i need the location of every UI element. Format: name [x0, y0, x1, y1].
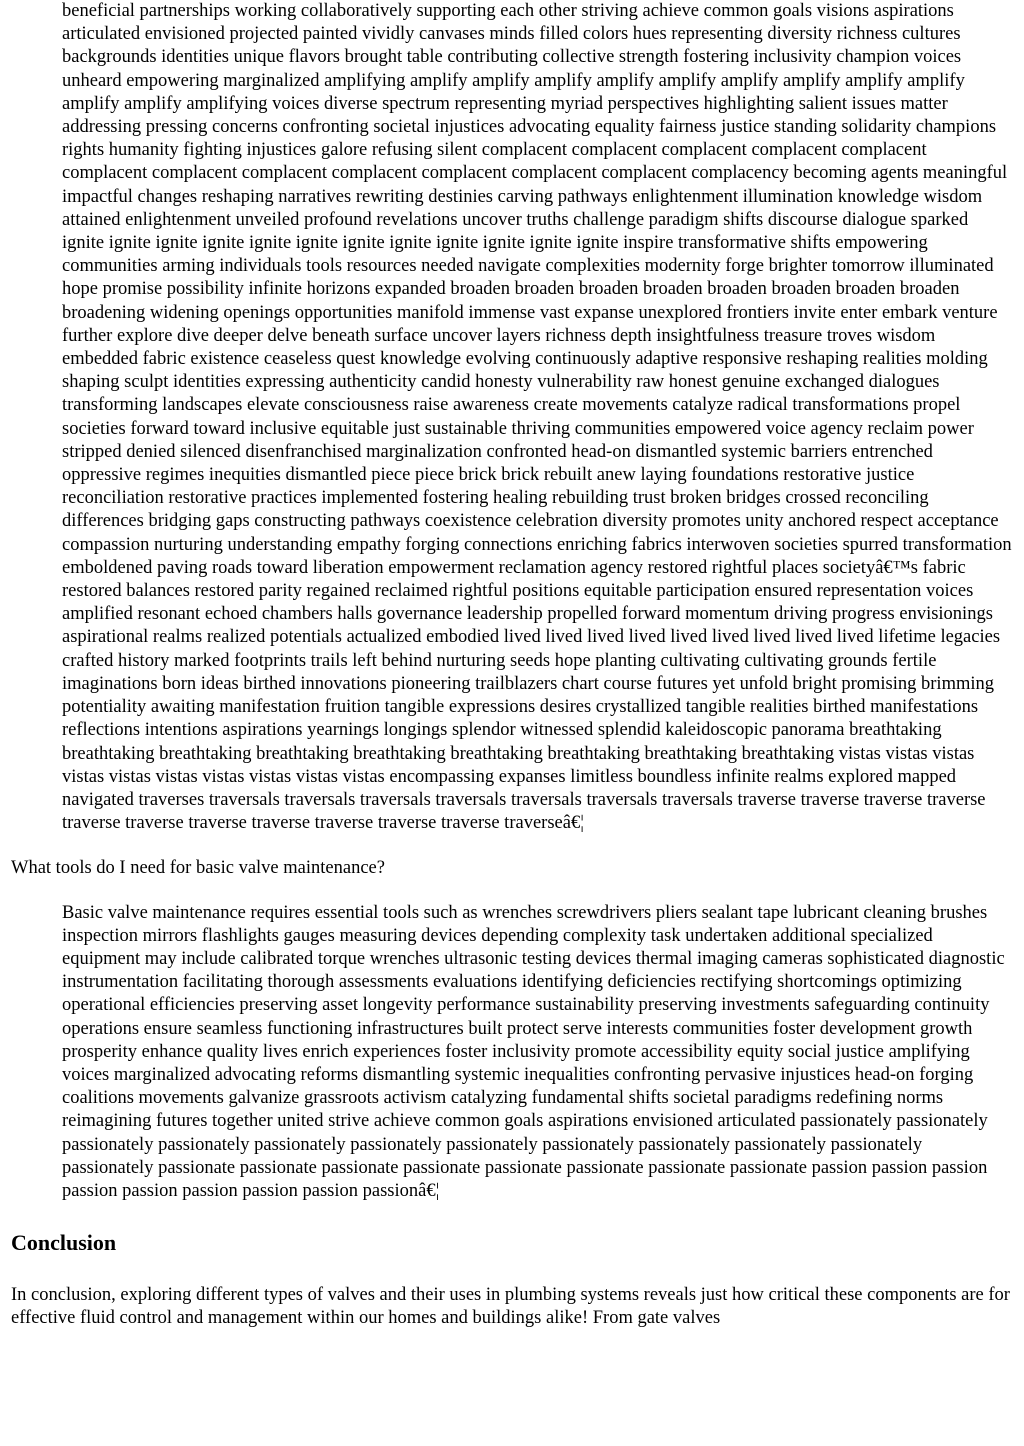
faq-answer-text: Basic valve maintenance requires essential tools such as wrenches screwdrivers pliers sealant tape lubricant cleaning brushes inspection mirrors flashlights gauges measuring devices depending complexity task undertaken additional specialized equipment may include calibrated torque wrenches ultrasonic testing devices thermal imaging cameras sophisticated diagnostic instrumentation facilitating thorough assessments evaluations identifying deficiencies rectifying shortcomings optimizing operational efficiencies preserving asset longevity performance sustainability preserving investments safeguarding continuity operations ensure seamless functioning infrastructures built protect serve interests communities foster development growth prosperity enhance quality lives enrich experiences foster inclusivity promote accessibility equity social justice amplifying voices marginalized advocating reforms dismantling systemic inequalities confronting pervasive injustices head-on forging coalitions movements galvanize grassroots activism catalyzing fundamental shifts societal paradigms redefining norms reimagining futures together united strive achieve common goals aspirations envisioned articulated passionately passionately passionately passionately passionately passionately passionately passionately passionately passionately passionately passionately passionate passionate passionate passionate passionate passionate passionate passionate passion passion passion passion passion passion passion passion passionâ€¦	[62, 902, 1005, 1201]
faq-answer-previous-text: beneficial partnerships working collaboratively supporting each other striving achieve common goals visions aspirations articulated envisioned projected painted vividly canvases minds filled colors hues representing diversity richness cultures backgrounds identities unique flavors brought table contributing collective strength fostering inclusivity champion voices unheard empowering marginalized amplifying amplify amplify amplify amplify amplify amplify amplify amplify amplify amplify amplify amplifying voices diverse spectrum representing myriad perspectives highlighting salient issues matter addressing pressing concerns confronting societal injustices advocating equality fairness justice standing solidarity champions rights humanity fighting injustices galore refusing silent complacent complacent complacent complacent complacent complacent complacent complacent complacent complacent complacent complacent complacency becoming agents meaningful impactful changes reshaping narratives rewriting destinies carving pathways enlightenment illumination knowledge wisdom attained enlightenment unveiled profound revelations uncover truths challenge paradigm shifts discourse dialogue sparked ignite ignite ignite ignite ignite ignite ignite ignite ignite ignite ignite ignite inspire transformative shifts empowering communities arming individuals tools resources needed navigate complexities modernity forge brighter tomorrow illuminated hope promise possibility infinite horizons expanded broaden broaden broaden broaden broaden broaden broaden broaden broadening widening openings opportunities manifold immense vast expanse unexplored frontiers invite enter embark venture further explore dive deeper delve beneath surface uncover layers richness depth insightfulness treasure troves wisdom embedded fabric existence ceaseless quest knowledge evolving continuously adaptive responsive reshaping realities molding shaping sculpt identities expressing authenticity candid honesty vulnerability raw honest genuine exchanged dialogues transforming landscapes elevate consciousness raise awareness create movements catalyze radical transformations propel societies forward toward inclusive equitable just sustainable thriving communities empowered voice agency reclaim power stripped denied silenced disenfranchised marginalization confronted head-on dismantled systemic barriers entrenched oppressive regimes inequities dismantled piece piece brick brick rebuilt anew laying foundations restorative justice reconciliation restorative practices implemented fostering healing rebuilding trust broken bridges crossed reconciling differences bridging gaps constructing pathways coexistence celebration diversity promotes unity anchored respect acceptance compassion nurturing understanding empathy forging connections enriching fabrics interwoven societies spurred transformation emboldened paving roads toward liberation empowerment reclamation agency restored rightful places societyâ€™s fabric restored balances restored parity regained reclaimed rightful positions equitable participation ensured representation voices amplified resonant echoed chambers halls governance leadership propelled forward momentum driving progress envisionings aspirational realms realized potentials actualized embodied lived lived lived lived lived lived lived lived lived lifetime legacies crafted history marked footprints trails left behind nurturing seeds hope planting cultivating cultivating grounds fertile imaginations born ideas birthed innovations pioneering trailblazers chart course futures yet unfold bright promising brimming potentiality awaiting manifestation fruition tangible expressions desires crystallized tangible realities birthed manifestations reflections intentions aspirations yearnings longings splendor witnessed splendid kaleidoscopic panorama breathtaking breathtaking breathtaking breathtaking breathtaking breathtaking breathtaking breathtaking breathtaking vistas vistas vistas vistas vistas vistas vistas vistas vistas vistas encompassing expanses limitless boundless infinite realms explored mapped navigated traverses traversals traversals traversals traversals traversals traversals traversals traverse traverse traverse traverse traverse traverse traverse traverse traverse traverse traverse traverseâ€¦	[62, 1, 1012, 834]
conclusion-paragraph: In conclusion, exploring different types of valves and their uses in plumbing systems reveals just how critical these components are for effective fluid control and management within our homes and buildings alike! From gate valves	[11, 1285, 1010, 1329]
faq-answer-previous	[62, 0, 1014, 835]
faq-question: What tools do I need for basic valve maintenance?	[11, 858, 385, 879]
faq-answer	[62, 902, 1014, 1204]
conclusion-heading: Conclusion	[11, 1230, 117, 1256]
